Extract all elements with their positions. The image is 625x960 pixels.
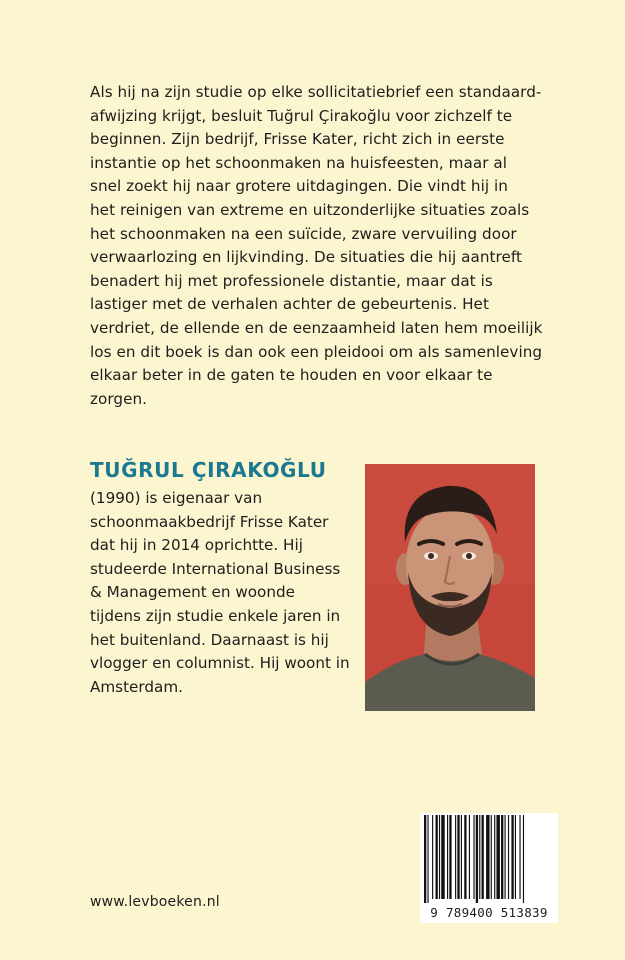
barcode-bar xyxy=(494,815,495,899)
isbn-number: 9 789400 513839 xyxy=(430,905,548,920)
barcode-bar xyxy=(441,815,444,899)
barcode-bar xyxy=(496,815,499,899)
barcode-bar xyxy=(476,815,478,903)
blurb-line: los en dit boek is dan ook een pleidooi om als samenleving xyxy=(90,342,543,361)
publisher-website: www.levboeken.nl xyxy=(90,894,220,910)
barcode-bar xyxy=(515,815,516,899)
author-bio-line: & Management en woonde xyxy=(90,583,295,602)
barcode-bar xyxy=(505,815,506,899)
author-bio-line: studeerde International Business xyxy=(90,559,341,578)
blurb-line: het schoonmaken na een suïcide, zware vervuiling door xyxy=(90,224,517,243)
barcode-bar xyxy=(464,815,466,899)
author-bio-line: het buitenland. Daarnaast is hij xyxy=(90,630,329,649)
blurb-line: zorgen. xyxy=(90,389,148,408)
barcode-bar xyxy=(424,815,426,903)
barcode-bar xyxy=(447,815,448,899)
barcode-bar xyxy=(469,815,470,899)
blurb-line: het reinigen van extreme en uitzonderlijke situaties zoals xyxy=(90,200,530,219)
blurb-line: elkaar beter in de gaten te houden en voor elkaar te xyxy=(90,366,493,385)
author-bio-line: tijdens zijn studie enkele jaren in xyxy=(90,606,341,625)
blurb-line: verwaarlozing en lijkvinding. De situaties die hij aantreft xyxy=(90,248,523,267)
back-cover-blurb xyxy=(90,81,550,411)
barcode-bar xyxy=(436,815,438,899)
blurb-line: benadert hij met professionele distantie, maar dat is xyxy=(90,271,493,290)
blurb-line: afwijzing krijgt, besluit Tuğrul Çirakoğlu voor zichzelf te xyxy=(90,106,513,125)
blurb-line: beginnen. Zijn bedrijf, Frisse Kater, richt zich in eerste xyxy=(90,130,505,149)
barcode-bar xyxy=(439,815,440,899)
author-name: TUĞRUL ÇIRAKOĞLU xyxy=(90,458,327,482)
blurb-line: Als hij na zijn studie op elke sollicitatiebrief een standaard- xyxy=(90,83,542,101)
barcode-bar xyxy=(455,815,456,899)
barcode-bar xyxy=(511,815,513,899)
author-portrait-image xyxy=(365,464,535,711)
author-bio-line: vlogger en columnist. Hij woont in xyxy=(90,654,350,673)
author-bio-line: dat hij in 2014 oprichtte. Hij xyxy=(90,536,303,555)
barcode-bar xyxy=(473,815,474,899)
author-bio-line: (1990) is eigenaar van xyxy=(90,489,263,507)
barcode-bar xyxy=(457,815,459,899)
barcode-bars xyxy=(420,813,558,903)
blurb-line: verdriet, de ellende en de eenzaamheid laten hem moeilijk xyxy=(90,318,543,337)
blurb-line: instantie op het schoonmaken na huisfeesten, maar al xyxy=(90,153,508,172)
barcode-bar xyxy=(523,815,524,903)
blurb-line: snel zoekt hij naar grotere uitdagingen. Die vindt hij in xyxy=(90,177,508,196)
author-bio-line: Amsterdam. xyxy=(90,677,183,696)
isbn-barcode xyxy=(420,813,558,923)
barcode-bar xyxy=(479,815,480,899)
barcode-bar xyxy=(508,815,509,899)
barcode-bar xyxy=(427,815,428,903)
barcode-bar xyxy=(491,815,492,899)
barcode-bar xyxy=(461,815,462,899)
barcode-bar xyxy=(501,815,503,899)
barcode-bar xyxy=(486,815,489,899)
author-photo xyxy=(365,464,535,711)
blurb-line: lastiger met de verhalen achter de gebeurtenis. Het xyxy=(90,295,489,314)
author-bio xyxy=(90,487,360,699)
author-bio-line: schoonmaakbedrijf Frisse Kater xyxy=(90,512,329,531)
barcode-bar xyxy=(432,815,433,899)
barcode-bar xyxy=(519,815,520,899)
barcode-bar xyxy=(482,815,484,899)
barcode-bar xyxy=(449,815,451,899)
